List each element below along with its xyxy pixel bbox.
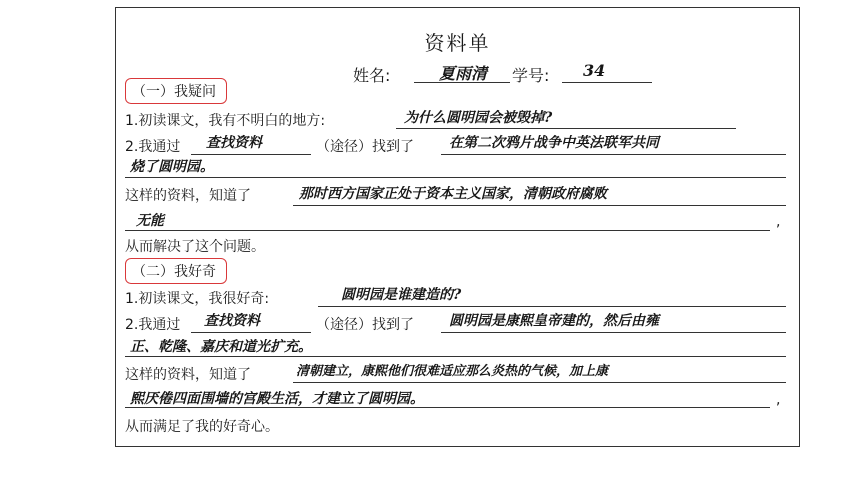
section-heading-question: （一）我疑问 — [125, 78, 227, 104]
s2-q3-answer-line1: 清朝建立，康熙他们很难适应那么炎热的气候，加上康 — [296, 364, 609, 379]
s2-q3-answer-line2: 熙厌倦四面围墙的宫殿生活，才建立了圆明园。 — [130, 391, 424, 407]
name-label: 姓名: — [353, 66, 391, 85]
s1-conclusion: 从而解决了这个问题。 — [125, 239, 265, 255]
s2-q2-answer-line1: 圆明园是康熙皇帝建的，然后由雍 — [449, 313, 659, 329]
s2-q2-method: 查找资料 — [204, 313, 260, 329]
s2-q3-answer-underline-2 — [125, 407, 770, 408]
s2-q2-prefix: 2.我通过 — [125, 317, 181, 333]
s2-q1-prefix: 1.初读课文，我很好奇: — [125, 291, 270, 307]
s1-q2-method: 查找资料 — [206, 135, 262, 151]
s2-q1-answer: 圆明园是谁建造的? — [341, 287, 462, 303]
s1-q2-prefix: 2.我通过 — [125, 139, 181, 155]
name-value: 夏雨清 — [438, 64, 487, 83]
s1-q1-prefix: 1.初读课文，我有不明白的地方: — [125, 113, 326, 129]
number-label: 学号: — [512, 66, 550, 85]
s1-q3-answer-line1: 那时西方国家正处于资本主义国家，清朝政府腐败 — [299, 186, 607, 202]
s1-q3-answer-underline-2 — [125, 230, 770, 231]
s1-q2-answer-line1: 在第二次鸦片战争中英法联军共同 — [449, 135, 659, 151]
s1-q2-answer-underline-2 — [125, 177, 786, 178]
s2-q3-comma: , — [776, 392, 781, 408]
s2-q1-underline — [318, 306, 786, 307]
number-value: 34 — [583, 61, 606, 80]
s2-q2-method-underline — [191, 332, 311, 333]
s1-q3-answer-line2: 无能 — [136, 213, 164, 229]
s1-q2-answer-underline-1 — [441, 154, 786, 155]
s1-q1-answer: 为什么圆明园会被毁掉? — [404, 110, 553, 126]
s2-q3-answer-underline-1 — [293, 382, 786, 383]
s1-q3-answer-underline-1 — [293, 205, 786, 206]
s2-conclusion: 从而满足了我的好奇心。 — [125, 419, 279, 435]
worksheet — [115, 7, 800, 447]
s1-q3-prefix: 这样的资料，知道了 — [125, 188, 251, 204]
s1-q3-comma: , — [776, 214, 781, 230]
s1-q2-answer-line2: 烧了圆明园。 — [130, 159, 214, 175]
s1-q2-mid: （途径）找到了 — [316, 139, 414, 155]
s2-q2-answer-underline-1 — [441, 332, 786, 333]
s2-q2-answer-line2: 正、乾隆、嘉庆和道光扩充。 — [130, 339, 312, 355]
s1-q2-method-underline — [191, 154, 311, 155]
number-underline — [562, 82, 652, 83]
s2-q2-answer-underline-2 — [125, 356, 786, 357]
worksheet-title: 资料单 — [424, 31, 491, 55]
s1-q1-underline — [396, 128, 736, 129]
s2-q3-prefix: 这样的资料，知道了 — [125, 367, 251, 383]
section-heading-curious: （二）我好奇 — [125, 258, 227, 284]
s2-q2-mid: （途径）找到了 — [316, 317, 414, 333]
